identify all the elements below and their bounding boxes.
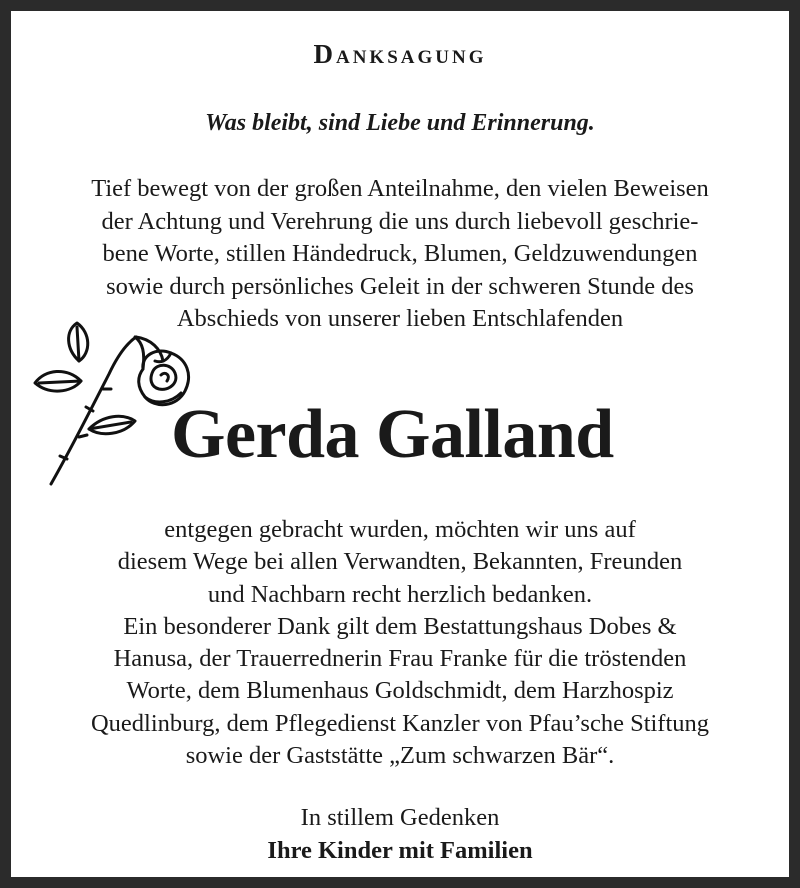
intro-paragraph bbox=[11, 173, 789, 336]
thanks-line: diesem Wege bei allen Verwandten, Bekannten, Freunden bbox=[117, 548, 683, 576]
signature-line: Ihre Kinder mit Familien bbox=[267, 837, 533, 864]
deceased-name: Gerda Galland bbox=[171, 396, 614, 473]
motto: Was bleibt, sind Liebe und Erinnerung. bbox=[205, 110, 595, 136]
closing-line: In stillem Gedenken bbox=[300, 804, 500, 831]
intro-line: Tief bewegt von der großen Anteilnahme, den vielen Beweisen bbox=[91, 175, 709, 202]
intro-line: der Achtung und Verehrung die uns durch liebevoll geschrie- bbox=[101, 207, 699, 235]
thanks-line: und Nachbarn recht herzlich bedanken. bbox=[207, 580, 593, 608]
thanks-line: Hanusa, der Trauerrednerin Frau Franke für die tröstenden bbox=[113, 645, 687, 673]
intro-line: sowie durch persönliches Geleit in der schweren Stunde des bbox=[106, 272, 694, 300]
thanks-line: Worte, dem Blumenhaus Goldschmidt, dem Harzhospiz bbox=[126, 677, 674, 705]
thanks-line: Ein besonderer Dank gilt dem Bestattungshaus Dobes & bbox=[123, 612, 677, 640]
notice-title: Danksagung bbox=[313, 39, 487, 69]
intro-line: Abschieds von unserer lieben Entschlafenden bbox=[176, 305, 624, 332]
thanks-line: entgegen gebracht wurden, möchten wir uns auf bbox=[164, 516, 636, 543]
closing-block bbox=[11, 801, 789, 867]
thanks-paragraph bbox=[11, 514, 789, 772]
thanks-line: Quedlinburg, dem Pflegedienst Kanzler von Pfau’sche Stiftung bbox=[90, 709, 710, 737]
intro-line: bene Worte, stillen Händedruck, Blumen, Geldzuwendungen bbox=[102, 240, 698, 267]
thanks-line: sowie der Gaststätte „Zum schwarzen Bär“. bbox=[185, 742, 615, 770]
